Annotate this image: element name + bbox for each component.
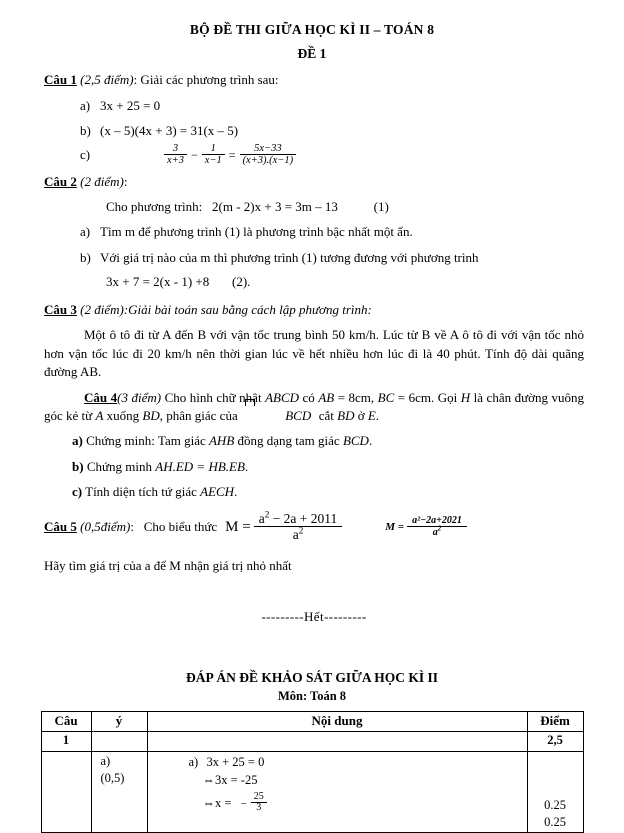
item-text-3: . bbox=[368, 433, 373, 449]
y-line-1: a) bbox=[100, 753, 111, 768]
item-text-2: . bbox=[244, 458, 249, 474]
table-header-row bbox=[41, 711, 583, 731]
equation-c bbox=[162, 144, 298, 167]
question-4-item-c bbox=[44, 476, 584, 501]
question-4-points: (3 điểm) bbox=[117, 389, 162, 405]
question-4-heading bbox=[44, 382, 584, 426]
q4-intro-7: ở bbox=[354, 407, 368, 423]
item-marker: b) bbox=[72, 458, 84, 474]
q4-angle-bcd: BCD bbox=[244, 407, 312, 425]
y-line-2: (0,5) bbox=[100, 770, 125, 785]
step-text: 3x = -25 bbox=[215, 772, 258, 787]
question-1-heading bbox=[44, 62, 584, 89]
points-value-1: 0.25 bbox=[544, 797, 566, 812]
numerator: 25 bbox=[253, 790, 264, 802]
fraction-m-alternate bbox=[407, 515, 467, 538]
answer-key-subject: Môn: Toán 8 bbox=[277, 688, 347, 703]
question-5-points: (0,5điểm) bbox=[80, 519, 131, 535]
cell-noi-dung bbox=[147, 751, 527, 832]
denominator: $a^2$ bbox=[254, 526, 343, 542]
equation-2-tag: (2). bbox=[231, 274, 251, 290]
triangle-ahb: AHB bbox=[208, 433, 235, 449]
solution-step-1 bbox=[151, 770, 524, 788]
exponent-2: 2 bbox=[298, 525, 304, 536]
numerator: a²−2a+2021 bbox=[412, 514, 462, 526]
numerator: $a^2 - 2a + 2011$ bbox=[258, 509, 338, 526]
expression-m-alternate bbox=[385, 516, 470, 539]
equation-ah-ed: AH.ED = HB.EB bbox=[155, 458, 245, 474]
negative-sign: − bbox=[240, 797, 247, 810]
page-subtitle: ĐỀ 1 bbox=[297, 45, 327, 61]
answer-key-table bbox=[41, 711, 584, 833]
column-header-diem: Điểm bbox=[527, 711, 583, 731]
denominator: $a^2$ bbox=[407, 526, 467, 538]
column-header-y: ý bbox=[91, 711, 147, 731]
q4-bc-value: = 6cm. Gọi bbox=[394, 389, 461, 405]
question-1-label: Câu 1 bbox=[44, 72, 77, 88]
question-2-item-b-equation bbox=[44, 267, 584, 291]
end-separator: ---------Hết--------- bbox=[261, 609, 367, 625]
question-3-label: Câu 3 bbox=[44, 301, 77, 317]
question-2-heading bbox=[44, 167, 584, 191]
minus-operator: − bbox=[191, 148, 198, 163]
question-1-item-b bbox=[44, 115, 584, 140]
item-text-1: Tính diện tích tứ giác bbox=[82, 484, 201, 500]
item-marker: b) bbox=[80, 249, 91, 265]
fraction-m-primary bbox=[254, 511, 343, 542]
q4-intro-8: . bbox=[375, 407, 380, 423]
solution-step-2 bbox=[151, 788, 524, 815]
q4-intro-2: có bbox=[299, 389, 319, 405]
question-1-points: (2,5 điểm) bbox=[80, 72, 134, 88]
q4-intro-1: Cho hình chữ nhật bbox=[164, 389, 266, 405]
given-lead: Cho phương trình: bbox=[106, 198, 203, 214]
points-spacer bbox=[531, 753, 580, 797]
cell-cau: 1 bbox=[41, 731, 91, 751]
question-1-item-c bbox=[44, 140, 584, 167]
item-text-1: Chứng minh: Tam giác bbox=[82, 433, 209, 449]
cell-y bbox=[91, 731, 147, 751]
question-2-points: (2 điểm) bbox=[80, 174, 124, 190]
item-text-2: đồng dạng tam giác bbox=[234, 433, 343, 449]
points-value-2: 0.25 bbox=[544, 814, 566, 829]
question-2-label: Câu 2 bbox=[44, 174, 77, 190]
table-row bbox=[41, 731, 583, 751]
item-text-1: Chứng minh bbox=[83, 458, 156, 474]
item-text: Tìm m để phương trình (1) là phương trình bậc nhất một ẩn. bbox=[100, 224, 413, 240]
fraction-right-side: $\frac{5x-33}{(x+3).(x-1)}$ bbox=[240, 143, 297, 166]
q4-point-h: H bbox=[460, 389, 471, 405]
cell-noi-dung bbox=[147, 731, 527, 751]
question-5-heading bbox=[44, 502, 584, 543]
item-marker: a) bbox=[80, 224, 91, 240]
table-row bbox=[41, 751, 583, 832]
column-header-noi-dung: Nội dung bbox=[147, 711, 527, 731]
page-title: BỘ ĐỀ THI GIỮA HỌC KÌ II – TOÁN 8 bbox=[189, 22, 435, 37]
exam-body bbox=[0, 62, 624, 627]
given-tag: (1) bbox=[373, 198, 389, 214]
fraction-1-over-x-minus-1: $\frac{1}{x-1}$ bbox=[202, 143, 225, 166]
step-text: 3x + 25 = 0 bbox=[206, 754, 265, 769]
question-2-prompt: : bbox=[123, 174, 128, 190]
item-text: (x – 5)(4x + 3) = 31(x – 5) bbox=[100, 122, 239, 138]
q4-segment-bd: BD bbox=[142, 407, 160, 423]
q4-segment-bd-2: BD bbox=[337, 407, 355, 423]
q4-segment-bc: BC bbox=[377, 389, 395, 405]
q4-intro-3: là chân đường vuông góc kẻ từ bbox=[44, 389, 585, 423]
q4-ab-value: = 8cm, bbox=[334, 389, 378, 405]
item-marker: c) bbox=[72, 484, 83, 500]
q4-intro-4: xuống bbox=[103, 407, 143, 423]
answer-key-title: ĐÁP ÁN ĐỀ KHẢO SÁT GIỮA HỌC KÌ II bbox=[185, 669, 439, 685]
q4-point-e: E bbox=[367, 407, 376, 423]
question-5-closing: Hãy tìm giá trị của a để M nhận giá trị nhỏ nhất bbox=[44, 558, 292, 574]
given-equation: 2(m - 2)x + 3 = 3m – 13 bbox=[212, 198, 338, 214]
exponent-2: 2 bbox=[264, 509, 270, 520]
item-marker: a) bbox=[80, 97, 91, 113]
question-5-prompt: : bbox=[130, 519, 134, 535]
question-4-item-a bbox=[44, 425, 584, 450]
item-marker: a) bbox=[72, 433, 83, 449]
item-text: 3x + 25 = 0 bbox=[100, 97, 161, 113]
triangle-bcd: BCD bbox=[342, 433, 369, 449]
denominator: 3 bbox=[251, 802, 267, 814]
question-4-item-b bbox=[44, 451, 584, 476]
q4-point-a: A bbox=[95, 407, 104, 423]
item-marker: b) bbox=[80, 122, 91, 138]
m-equals-label: M = bbox=[225, 518, 251, 535]
fraction-25-over-3 bbox=[251, 792, 267, 814]
expression-m-primary bbox=[225, 509, 345, 543]
question-1-prompt: : Giải các phương trình sau: bbox=[133, 72, 279, 88]
quadrilateral-aech: AECH bbox=[200, 484, 235, 500]
cell-y bbox=[91, 751, 147, 832]
q4-segment-ab: AB bbox=[318, 389, 335, 405]
item-text: Với giá trị nào của m thì phương trình (1) tương đương với phương trình bbox=[100, 249, 479, 265]
question-5-lead: Cho biểu thức bbox=[143, 519, 218, 535]
cell-diem bbox=[527, 751, 583, 832]
cell-diem: 2,5 bbox=[527, 731, 583, 751]
step-text: x = bbox=[215, 795, 232, 810]
question-4-label: Câu 4 bbox=[84, 389, 118, 405]
equation-2: 3x + 7 = 2(x - 1) +8 bbox=[106, 274, 210, 290]
cell-cau bbox=[41, 751, 91, 832]
equivalence-symbol: ⇔ bbox=[202, 795, 215, 810]
item-text-2: . bbox=[234, 484, 238, 500]
question-2-given bbox=[44, 192, 584, 216]
question-3-body: Một ô tô đi từ A đến B với vận tốc trung bình 50 km/h. Lúc từ B về A ô tô đi với vận tốc nhỏ hơn vận tốc lúc đi 20 km/h nên thời gian lúc về hết nhiều hơn lúc đi là 40 phút. Tính độ dài quãng đường AB. bbox=[44, 327, 584, 380]
question-3-prompt: :Giải bài toán sau bằng cách lập phương trình: bbox=[123, 301, 372, 317]
question-3-points: (2 điểm) bbox=[80, 301, 124, 317]
question-2-item-b bbox=[44, 242, 584, 267]
column-header-cau: Câu bbox=[41, 711, 91, 731]
question-5-label: Câu 5 bbox=[44, 519, 77, 535]
exponent-2: 2 bbox=[437, 525, 442, 533]
q4-intro-6: cắt bbox=[315, 407, 338, 423]
solution-step-0 bbox=[151, 753, 524, 770]
question-3-heading bbox=[44, 292, 584, 319]
q4-shape: ABCD bbox=[265, 389, 300, 405]
item-marker: c) bbox=[80, 146, 91, 162]
question-2-item-a bbox=[44, 216, 584, 241]
q4-intro-5: , phân giác của bbox=[159, 407, 241, 423]
question-1-item-a bbox=[44, 90, 584, 115]
equivalence-symbol: ⇔ bbox=[202, 772, 215, 787]
result-fraction-group bbox=[240, 790, 269, 815]
fraction-3-over-x-plus-3: $\frac{3}{x+3}$ bbox=[164, 143, 187, 166]
step-marker: a) bbox=[188, 754, 199, 769]
m-equals-label-alt: M = bbox=[385, 520, 405, 533]
equals-operator: = bbox=[228, 148, 236, 163]
